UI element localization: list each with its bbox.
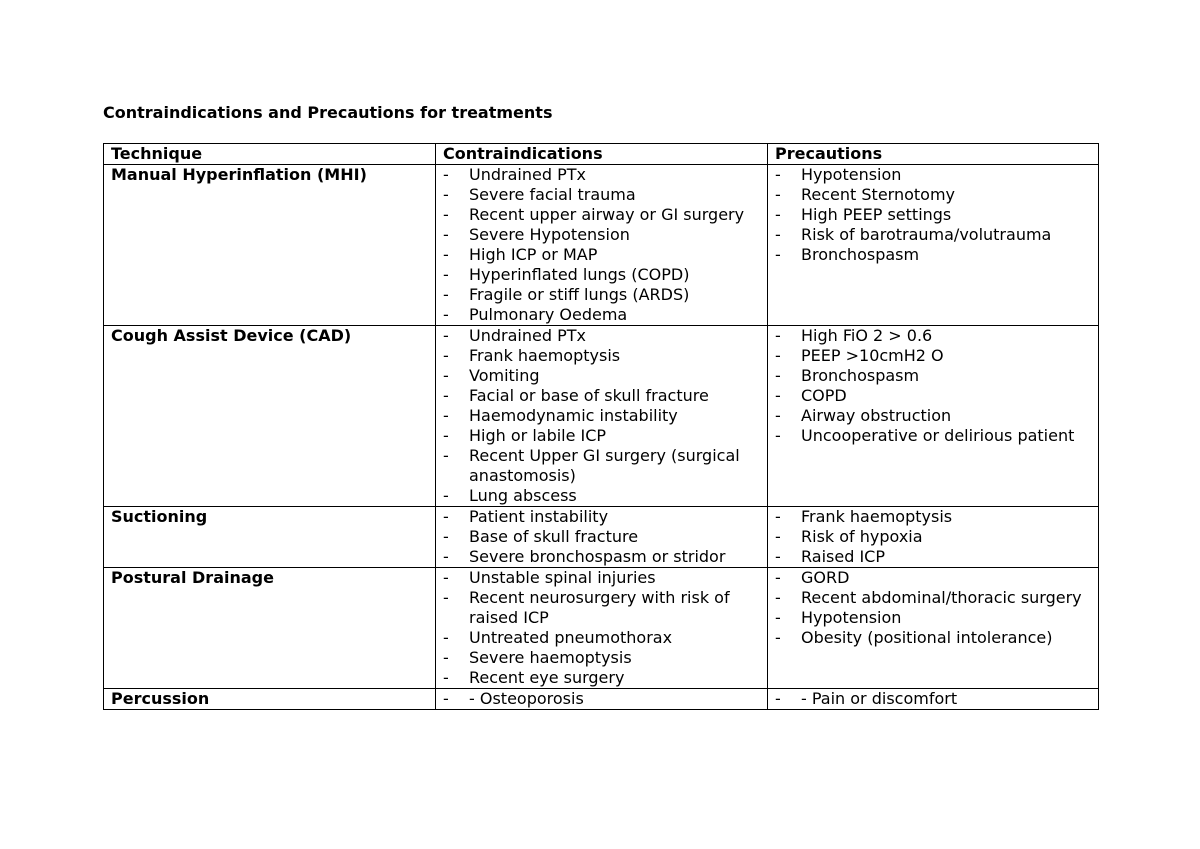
list-item-text: High ICP or MAP [469, 245, 598, 264]
list-item [775, 568, 1098, 588]
list-item [775, 588, 1098, 608]
bullet-dash: - [443, 568, 449, 587]
header-technique: Technique [104, 144, 436, 165]
bullet-dash: - [443, 245, 449, 264]
precautions-list [775, 326, 1098, 446]
technique-cell: Percussion [104, 689, 436, 710]
list-item-text: - Pain or discomfort [801, 689, 958, 708]
table-row [104, 689, 1099, 710]
list-item [775, 426, 1098, 446]
bullet-dash: - [443, 446, 449, 465]
contraindications-cell [436, 689, 768, 710]
bullet-dash: - [775, 225, 781, 244]
bullet-dash: - [775, 426, 781, 445]
table-row [104, 326, 1099, 507]
contraindications-list [443, 326, 767, 506]
bullet-dash: - [775, 608, 781, 627]
list-item [443, 507, 767, 527]
list-item-text: Severe bronchospasm or stridor [469, 547, 726, 566]
bullet-dash: - [443, 326, 449, 345]
contraindications-list [443, 507, 767, 567]
list-item-text: Untreated pneumothorax [469, 628, 673, 647]
bullet-dash: - [443, 285, 449, 304]
bullet-dash: - [443, 185, 449, 204]
treatments-table [103, 143, 1099, 710]
list-item-text: Undrained PTx [469, 326, 586, 345]
bullet-dash: - [443, 265, 449, 284]
list-item-text: Recent neurosurgery with risk of raised ICP [469, 588, 730, 627]
contraindications-list [443, 165, 767, 325]
bullet-dash: - [443, 527, 449, 546]
list-item [775, 346, 1098, 366]
list-item-text: Vomiting [469, 366, 540, 385]
list-item-text: Patient instability [469, 507, 609, 526]
bullet-dash: - [443, 305, 449, 324]
bullet-dash: - [775, 326, 781, 345]
precautions-cell [768, 689, 1099, 710]
list-item [775, 165, 1098, 185]
list-item [775, 527, 1098, 547]
bullet-dash: - [443, 689, 449, 708]
list-item-text: Bronchospasm [801, 366, 920, 385]
precautions-cell [768, 568, 1099, 689]
list-item [443, 668, 767, 688]
bullet-dash: - [443, 588, 449, 607]
table-row [104, 568, 1099, 689]
list-item-text: Hypotension [801, 165, 902, 184]
list-item-text: - Osteoporosis [469, 689, 584, 708]
list-item [775, 507, 1098, 527]
list-item-text: Risk of hypoxia [801, 527, 923, 546]
list-item-text: Risk of barotrauma/volutrauma [801, 225, 1052, 244]
list-item [443, 527, 767, 547]
list-item [443, 628, 767, 648]
bullet-dash: - [443, 668, 449, 687]
precautions-cell [768, 326, 1099, 507]
precautions-list [775, 165, 1098, 265]
list-item-text: Frank haemoptysis [801, 507, 953, 526]
list-item [443, 366, 767, 386]
bullet-dash: - [775, 185, 781, 204]
bullet-dash: - [775, 507, 781, 526]
bullet-dash: - [443, 346, 449, 365]
bullet-dash: - [775, 628, 781, 647]
contraindications-cell [436, 568, 768, 689]
list-item [443, 689, 767, 709]
header-precautions: Precautions [768, 144, 1099, 165]
precautions-cell [768, 507, 1099, 568]
contraindications-cell [436, 165, 768, 326]
list-item [443, 165, 767, 185]
list-item [775, 628, 1098, 648]
list-item [443, 265, 767, 285]
list-item [775, 326, 1098, 346]
list-item-text: Recent eye surgery [469, 668, 625, 687]
list-item-text: Bronchospasm [801, 245, 920, 264]
list-item-text: High or labile ICP [469, 426, 607, 445]
bullet-dash: - [775, 165, 781, 184]
list-item-text: Unstable spinal injuries [469, 568, 656, 587]
list-item-text: Severe haemoptysis [469, 648, 632, 667]
bullet-dash: - [443, 507, 449, 526]
bullet-dash: - [775, 205, 781, 224]
list-item-text: Undrained PTx [469, 165, 586, 184]
list-item-text: Recent Sternotomy [801, 185, 955, 204]
list-item-text: Facial or base of skull fracture [469, 386, 709, 405]
contraindications-list [443, 689, 767, 709]
list-item-text: Hypotension [801, 608, 902, 627]
list-item [443, 386, 767, 406]
list-item-text: Frank haemoptysis [469, 346, 621, 365]
bullet-dash: - [443, 426, 449, 445]
list-item [443, 588, 767, 628]
technique-cell: Postural Drainage [104, 568, 436, 689]
list-item [443, 547, 767, 567]
list-item-text: Airway obstruction [801, 406, 952, 425]
header-contraindications: Contraindications [436, 144, 768, 165]
table-body [104, 165, 1099, 710]
list-item [775, 225, 1098, 245]
bullet-dash: - [775, 406, 781, 425]
list-item-text: Base of skull fracture [469, 527, 639, 546]
bullet-dash: - [775, 588, 781, 607]
list-item-text: Raised ICP [801, 547, 885, 566]
list-item [443, 285, 767, 305]
list-item [775, 185, 1098, 205]
bullet-dash: - [443, 648, 449, 667]
list-item [775, 406, 1098, 426]
list-item-text: Haemodynamic instability [469, 406, 678, 425]
list-item [443, 426, 767, 446]
list-item-text: Lung abscess [469, 486, 577, 505]
precautions-list [775, 507, 1098, 567]
list-item [443, 648, 767, 668]
bullet-dash: - [775, 568, 781, 587]
list-item-text: Hyperinflated lungs (COPD) [469, 265, 690, 284]
list-item [443, 225, 767, 245]
list-item-text: Severe Hypotension [469, 225, 630, 244]
bullet-dash: - [443, 386, 449, 405]
bullet-dash: - [443, 406, 449, 425]
list-item-text: GORD [801, 568, 850, 587]
list-item-text: High PEEP settings [801, 205, 952, 224]
list-item [775, 386, 1098, 406]
list-item-text: Recent Upper GI surgery (surgical anastomosis) [469, 446, 740, 485]
bullet-dash: - [443, 547, 449, 566]
bullet-dash: - [775, 366, 781, 385]
contraindications-cell [436, 326, 768, 507]
list-item-text: Fragile or stiff lungs (ARDS) [469, 285, 690, 304]
list-item [443, 305, 767, 325]
contraindications-list [443, 568, 767, 688]
bullet-dash: - [775, 689, 781, 708]
list-item [775, 366, 1098, 386]
list-item [775, 547, 1098, 567]
list-item [443, 446, 767, 486]
list-item-text: PEEP >10cmH2 O [801, 346, 944, 365]
technique-cell: Suctioning [104, 507, 436, 568]
list-item-text: Severe facial trauma [469, 185, 636, 204]
bullet-dash: - [775, 547, 781, 566]
list-item-text: Recent abdominal/thoracic surgery [801, 588, 1082, 607]
bullet-dash: - [775, 245, 781, 264]
list-item-text: Uncooperative or delirious patient [801, 426, 1075, 445]
table-row [104, 165, 1099, 326]
list-item [775, 245, 1098, 265]
precautions-cell [768, 165, 1099, 326]
bullet-dash: - [443, 628, 449, 647]
list-item [443, 568, 767, 588]
bullet-dash: - [775, 346, 781, 365]
list-item [443, 245, 767, 265]
list-item-text: High FiO 2 > 0.6 [801, 326, 933, 345]
table-header-row [104, 144, 1099, 165]
list-item-text: Obesity (positional intolerance) [801, 628, 1053, 647]
list-item [775, 608, 1098, 628]
contraindications-cell [436, 507, 768, 568]
list-item-text: COPD [801, 386, 847, 405]
list-item [775, 205, 1098, 225]
table-row [104, 507, 1099, 568]
precautions-list [775, 689, 1098, 709]
precautions-list [775, 568, 1098, 648]
bullet-dash: - [443, 205, 449, 224]
bullet-dash: - [775, 527, 781, 546]
list-item-text: Recent upper airway or GI surgery [469, 205, 745, 224]
bullet-dash: - [443, 486, 449, 505]
list-item [443, 205, 767, 225]
technique-cell: Manual Hyperinflation (MHI) [104, 165, 436, 326]
document-title: Contraindications and Precautions for treatments [103, 103, 553, 122]
bullet-dash: - [443, 366, 449, 385]
list-item [443, 185, 767, 205]
bullet-dash: - [443, 165, 449, 184]
list-item [443, 346, 767, 366]
technique-cell: Cough Assist Device (CAD) [104, 326, 436, 507]
list-item [443, 406, 767, 426]
bullet-dash: - [775, 386, 781, 405]
list-item [443, 326, 767, 346]
list-item-text: Pulmonary Oedema [469, 305, 628, 324]
list-item [775, 689, 1098, 709]
list-item [443, 486, 767, 506]
bullet-dash: - [443, 225, 449, 244]
